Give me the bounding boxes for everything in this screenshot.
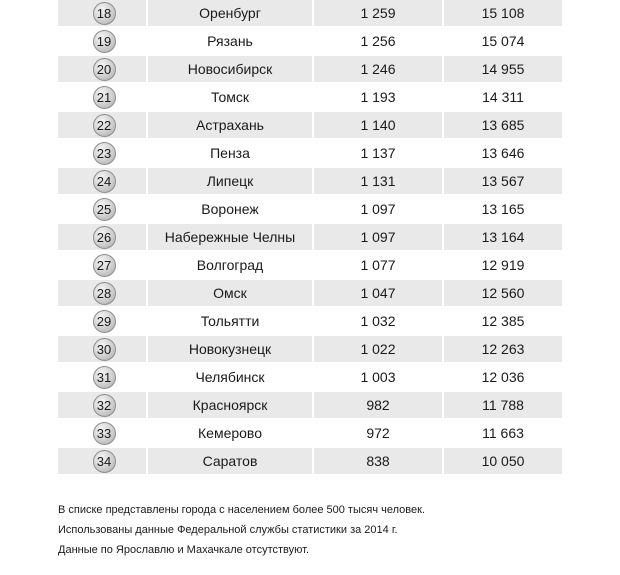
table-row — [58, 168, 562, 194]
value-cell-1: 982 — [314, 392, 442, 418]
table-row — [58, 308, 562, 334]
table-row — [58, 280, 562, 306]
value-cell-1: 1 047 — [314, 280, 442, 306]
rank-badge: 25 — [93, 198, 116, 221]
city-cell: Омск — [148, 280, 312, 306]
value-cell-1: 972 — [314, 420, 442, 446]
value-cell-2: 14 311 — [444, 84, 562, 110]
table-row — [58, 56, 562, 82]
footnotes — [58, 500, 425, 560]
rank-cell — [58, 252, 146, 278]
table-row — [58, 196, 562, 222]
ranking-table — [58, 0, 562, 476]
city-cell: Воронеж — [148, 196, 312, 222]
table-row — [58, 224, 562, 250]
rank-cell — [58, 280, 146, 306]
value-cell-1: 1 140 — [314, 112, 442, 138]
rank-cell — [58, 168, 146, 194]
value-cell-1: 1 131 — [314, 168, 442, 194]
rank-badge: 22 — [93, 114, 116, 137]
city-cell: Кемерово — [148, 420, 312, 446]
rank-badge: 33 — [93, 422, 116, 445]
value-cell-1: 1 022 — [314, 336, 442, 362]
rank-badge: 27 — [93, 254, 116, 277]
value-cell-1: 1 137 — [314, 140, 442, 166]
value-cell-2: 13 567 — [444, 168, 562, 194]
city-cell: Волгоград — [148, 252, 312, 278]
rank-cell — [58, 84, 146, 110]
value-cell-1: 838 — [314, 448, 442, 474]
value-cell-2: 15 074 — [444, 28, 562, 54]
value-cell-2: 11 663 — [444, 420, 562, 446]
value-cell-2: 12 919 — [444, 252, 562, 278]
city-cell: Новосибирск — [148, 56, 312, 82]
city-cell: Пенза — [148, 140, 312, 166]
city-cell: Саратов — [148, 448, 312, 474]
rank-badge: 34 — [93, 450, 116, 473]
rank-badge: 32 — [93, 394, 116, 417]
rank-cell — [58, 392, 146, 418]
table-row — [58, 0, 562, 26]
table-row — [58, 252, 562, 278]
value-cell-2: 12 036 — [444, 364, 562, 390]
rank-cell — [58, 224, 146, 250]
value-cell-1: 1 097 — [314, 224, 442, 250]
value-cell-2: 10 050 — [444, 448, 562, 474]
rank-badge: 26 — [93, 226, 116, 249]
city-cell: Астрахань — [148, 112, 312, 138]
table-row — [58, 336, 562, 362]
table-row — [58, 140, 562, 166]
value-cell-1: 1 032 — [314, 308, 442, 334]
city-cell: Набережные Челны — [148, 224, 312, 250]
value-cell-1: 1 259 — [314, 0, 442, 26]
value-cell-2: 13 165 — [444, 196, 562, 222]
table-row — [58, 84, 562, 110]
rank-badge: 29 — [93, 310, 116, 333]
value-cell-1: 1 256 — [314, 28, 442, 54]
footnote-line-3: Данные по Ярославлю и Махачкале отсутствуют. — [58, 544, 310, 556]
rank-badge: 23 — [93, 142, 116, 165]
rank-cell — [58, 364, 146, 390]
table-row — [58, 448, 562, 474]
rank-cell — [58, 196, 146, 222]
rank-badge: 19 — [93, 30, 116, 53]
rank-badge: 31 — [93, 366, 116, 389]
rank-cell — [58, 420, 146, 446]
value-cell-2: 15 108 — [444, 0, 562, 26]
rank-cell — [58, 336, 146, 362]
value-cell-2: 13 685 — [444, 112, 562, 138]
footnote-line-1: В списке представлены города с населением более 500 тысяч человек. — [58, 504, 425, 516]
rank-cell — [58, 56, 146, 82]
table-row — [58, 112, 562, 138]
value-cell-2: 13 646 — [444, 140, 562, 166]
rank-badge: 20 — [93, 58, 116, 81]
value-cell-2: 13 164 — [444, 224, 562, 250]
table-row — [58, 420, 562, 446]
rank-cell — [58, 448, 146, 474]
rank-badge: 28 — [93, 282, 116, 305]
table-row — [58, 364, 562, 390]
table-row — [58, 392, 562, 418]
city-cell: Тольятти — [148, 308, 312, 334]
rank-badge: 18 — [93, 2, 116, 25]
value-cell-1: 1 077 — [314, 252, 442, 278]
city-cell: Челябинск — [148, 364, 312, 390]
value-cell-1: 1 246 — [314, 56, 442, 82]
rank-badge: 21 — [93, 86, 116, 109]
value-cell-2: 12 560 — [444, 280, 562, 306]
value-cell-1: 1 003 — [314, 364, 442, 390]
value-cell-1: 1 097 — [314, 196, 442, 222]
rank-cell — [58, 28, 146, 54]
city-cell: Томск — [148, 84, 312, 110]
city-cell: Новокузнецк — [148, 336, 312, 362]
city-cell: Рязань — [148, 28, 312, 54]
city-cell: Оренбург — [148, 0, 312, 26]
value-cell-2: 14 955 — [444, 56, 562, 82]
rank-cell — [58, 0, 146, 26]
rank-badge: 30 — [93, 338, 116, 361]
city-cell: Липецк — [148, 168, 312, 194]
rank-cell — [58, 140, 146, 166]
footnote-line-2: Использованы данные Федеральной службы статистики за 2014 г. — [58, 524, 398, 536]
city-cell: Красноярск — [148, 392, 312, 418]
value-cell-2: 12 385 — [444, 308, 562, 334]
table-row — [58, 28, 562, 54]
rank-cell — [58, 308, 146, 334]
rank-badge: 24 — [93, 170, 116, 193]
value-cell-2: 11 788 — [444, 392, 562, 418]
value-cell-1: 1 193 — [314, 84, 442, 110]
rank-cell — [58, 112, 146, 138]
value-cell-2: 12 263 — [444, 336, 562, 362]
